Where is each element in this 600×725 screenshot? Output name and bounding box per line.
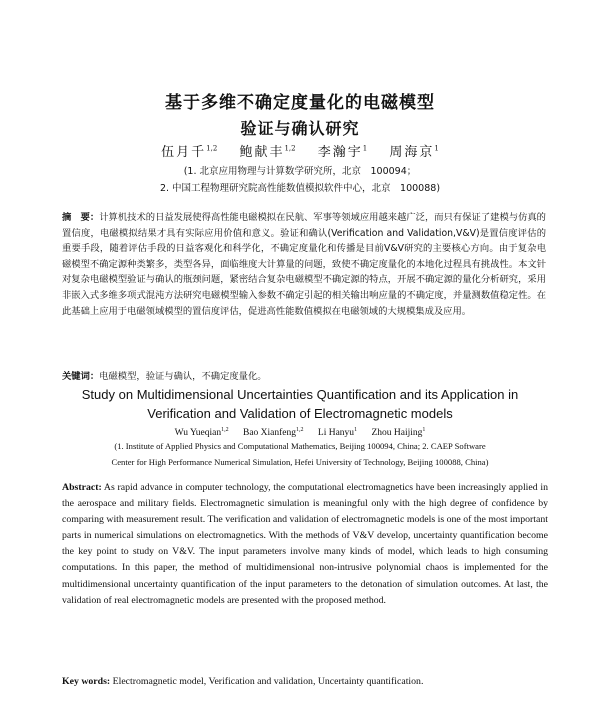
author-cn: 伍月千$^{1,2}$ (161, 144, 218, 160)
english-affiliation-2: Center for High Performance Numerical Simulation, Hefei University of Technology, Beijing 100088, China) (111, 457, 489, 467)
chinese-abstract (62, 210, 546, 319)
english-keywords-text: Electromagnetic model, Verification and validation, Uncertainty quantification. (112, 676, 424, 687)
chinese-affiliation-2: 2. 中国工程物理研究院高性能数值模拟软件中心，北京 100088) (159, 183, 441, 194)
chinese-abstract-text: 计算机技术的日益发展使得高性能电磁模拟在民航、军事等领域应用越来越广泛，而只有保证了建模与仿真的置信度，电磁模拟结果才具有实际应用价值和意义。验证和确认(Verification and Validation,V&V)是置信度评估的重要手段，随着评估手段的日益客观化和科学化，不确定度量化和传播是目前V&V研究的主要核心方向。由于复杂电磁模型不确定源种类繁多，类型各异，面临维度大计算量的问题，致使不确定度量化的本地化过程具有挑战性。本文针对复杂电磁模型验证与确认的瓶颈问题，紧密结合复杂电磁模型不确定源的特点，开展不确定源的量化分析研究，采用非嵌入式多维多项式混沌方法研究电磁模型输入参数不确定引起的相关输出响应量的不确定度，并量测数值稳定性。在此基础上应用于电磁领域模型的置信度评估，促进高性能数值模拟在电磁领域的大规模集成及应用。 (62, 212, 546, 317)
author-cn: 鲍献丰$^{1,2}$ (239, 144, 296, 160)
author-en: Zhou Haijing$^1$ (371, 427, 426, 439)
english-keywords-label: Key words: (62, 676, 111, 687)
english-abstract-text: As rapid advance in computer technology, the computational electromagnetics have been increasingly applied in the aerospace and military fields. Electromagnetic simulation is meaningful only with the high degree of confidence by comparing with measurement result. The verification and validation of electromagnetic models is one of the most important parts in numerical simulations on electromagnetics. With the methods of V&V develop, uncertainty quantification become the key point to study on V&V. The input parameters involve many kinds of model, which leads to high consuming computations. In this paper, the method of multidimensional non-intrusive polynomial chaos is implemented for the multidimensional uncertainty quantification of the input parameters to the detonation of simulation outcomes. At last, the validation of real electromagnetic models are presented with the proposed method. (62, 482, 548, 606)
english-authors (0, 427, 600, 438)
chinese-abstract-label: 摘 要： (62, 212, 100, 223)
author-cn: 李瀚宇$^1$ (317, 144, 368, 160)
english-keywords (62, 676, 548, 687)
author-en: Wu Yueqian$^{1,2}$ (174, 427, 229, 439)
english-title-line-2: Verification and Validation of Electromagnetic models (147, 406, 453, 421)
author-en: Li Hanyu$^1$ (317, 427, 358, 439)
chinese-affiliation-1: (1. 北京应用物理与计算数学研究所，北京 100094； (183, 166, 417, 177)
chinese-title-line-2: 验证与确认研究 (240, 119, 360, 138)
english-abstract (62, 480, 548, 609)
english-affiliation-1: (1. Institute of Applied Physics and Computational Mathematics, Beijing 100094, China; 2. CAEP Software (114, 441, 486, 451)
chinese-keywords-label: 关键词： (62, 371, 100, 382)
chinese-title-line-1: 基于多维不确定度量化的电磁模型 (165, 93, 435, 113)
author-en: Bao Xianfeng$^{1,2}$ (243, 427, 304, 439)
english-title-line-1: Study on Multidimensional Uncertainties Quantification and its Application in (81, 387, 519, 402)
english-abstract-label: Abstract: (62, 482, 102, 493)
author-cn: 周海京$^1$ (389, 144, 439, 160)
chinese-authors (0, 141, 600, 160)
chinese-keywords (62, 368, 546, 382)
chinese-keywords-text: 电磁模型，验证与确认，不确定度量化。 (99, 371, 267, 382)
